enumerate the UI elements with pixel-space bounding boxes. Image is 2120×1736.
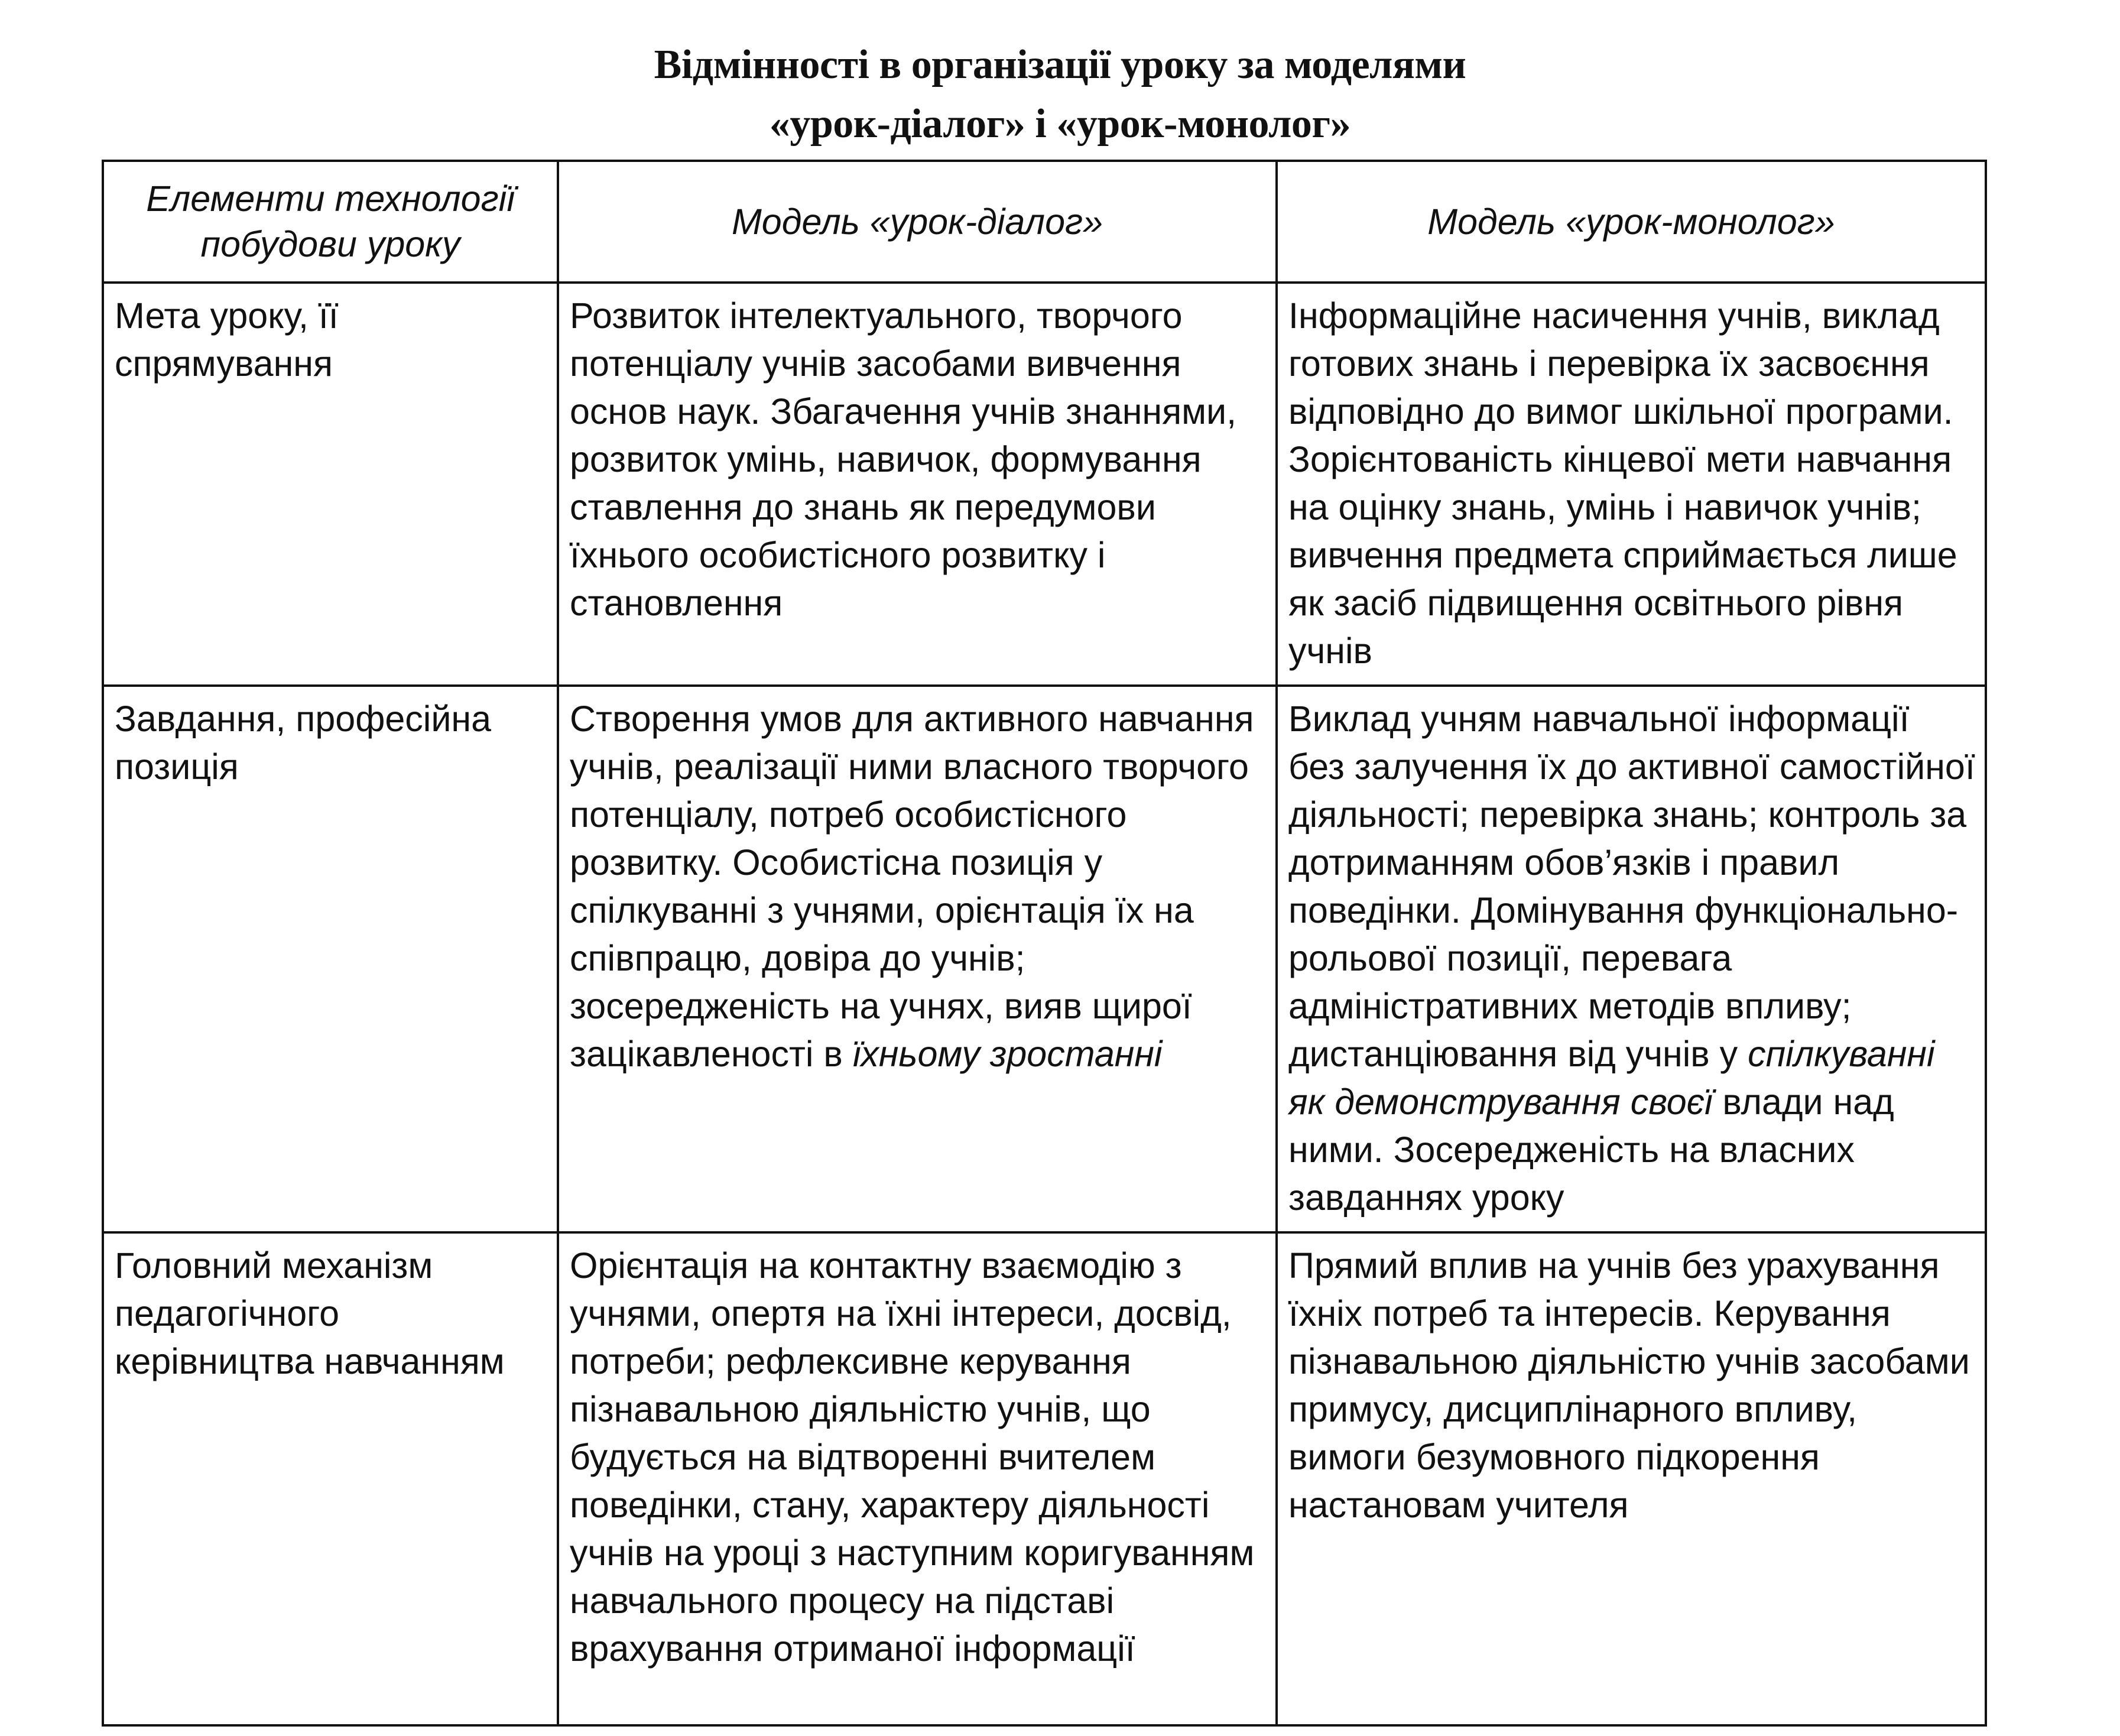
cell-dialog — [558, 686, 1277, 1232]
cell-monolog: Прямий вплив на учнів без урахування їхніх потреб та інтересів. Керування пізнавальною діяльністю учнів засобами примусу, дисциплінарного впливу, вимоги безумовного підкорення настановам учителя — [1277, 1232, 1986, 1725]
cell-element: Завдання, професійна позиція — [103, 686, 558, 1232]
cell-monolog — [1277, 686, 1986, 1232]
comparison-table — [102, 160, 1987, 1727]
cell-dialog: Розвиток інтелектуального, творчого потенціалу учнів засобами вивчення основ наук. Збагачення учнів знаннями, розвиток умінь, навичок, формування ставлення до знань як передумови їхнього особистісного розвитку і становлення — [558, 283, 1277, 686]
cell-dialog-italic-text: їхньому зростанні — [852, 1034, 1163, 1074]
cell-monolog-tail-text: влади над ними. Зосередженість на власних завданнях уроку — [1288, 1082, 1894, 1218]
table-row — [103, 686, 1986, 1232]
page-title — [0, 35, 2120, 154]
cell-monolog-text: Виклад учням навчальної інформації без залучення їх до активної самостійної діяльності; перевірка знань; контроль за дотриманням обов’язків і правил поведінки. Домінування функціонально-рольової позиції, перевага адміністративних методів впливу; дистанціювання від учнів у — [1288, 699, 1975, 1074]
header-elements: Елементи технології побудови уроку — [103, 161, 558, 283]
cell-monolog: Інформаційне насичення учнів, виклад готових знань і перевірка їх засвоєння відповідно до вимог шкільної програми. Зорієнтованість кінцевої мети навчання на оцінку знань, умінь і навичок учнів; вивчення предмета сприймається лише як засіб підвищення освітнього рівня учнів — [1277, 283, 1986, 686]
header-monolog-model: Модель «урок-монолог» — [1277, 161, 1986, 283]
header-dialog-model: Модель «урок-діалог» — [558, 161, 1277, 283]
title-line-2: «урок-діалог» і «урок-монолог» — [769, 101, 1351, 147]
table-header-row — [103, 161, 1986, 283]
cell-element: Мета уроку, її спрямування — [103, 283, 558, 686]
cell-monolog-italic-text: спілкуванні як демонстрування своєї — [1288, 1034, 1935, 1122]
cell-dialog-text: Створення умов для активного навчання учнів, реалізації ними власного творчого потенціалу, потреб особистісного розвитку. Особистісна позиція у спілкуванні з учнями, орієнтація їх на співпрацю, довіра до учнів; зосередженість на учнях, вияв щирої зацікавленості в — [570, 699, 1254, 1074]
table-row — [103, 283, 1986, 686]
cell-dialog: Орієнтація на контактну взаємодію з учнями, опертя на їхні інтереси, досвід, потреби; рефлексивне керування пізнавальною діяльністю учнів, що будується на відтворенні вчителем поведінки, стану, характеру діяльності учнів на уроці з наступним коригуванням навчального процесу на підставі врахування отриманої інформації — [558, 1232, 1277, 1725]
cell-element: Головний механізм педагогічного керівництва навчанням — [103, 1232, 558, 1725]
table-row — [103, 1232, 1986, 1725]
title-line-1: Відмінності в організації уроку за моделями — [654, 42, 1466, 87]
